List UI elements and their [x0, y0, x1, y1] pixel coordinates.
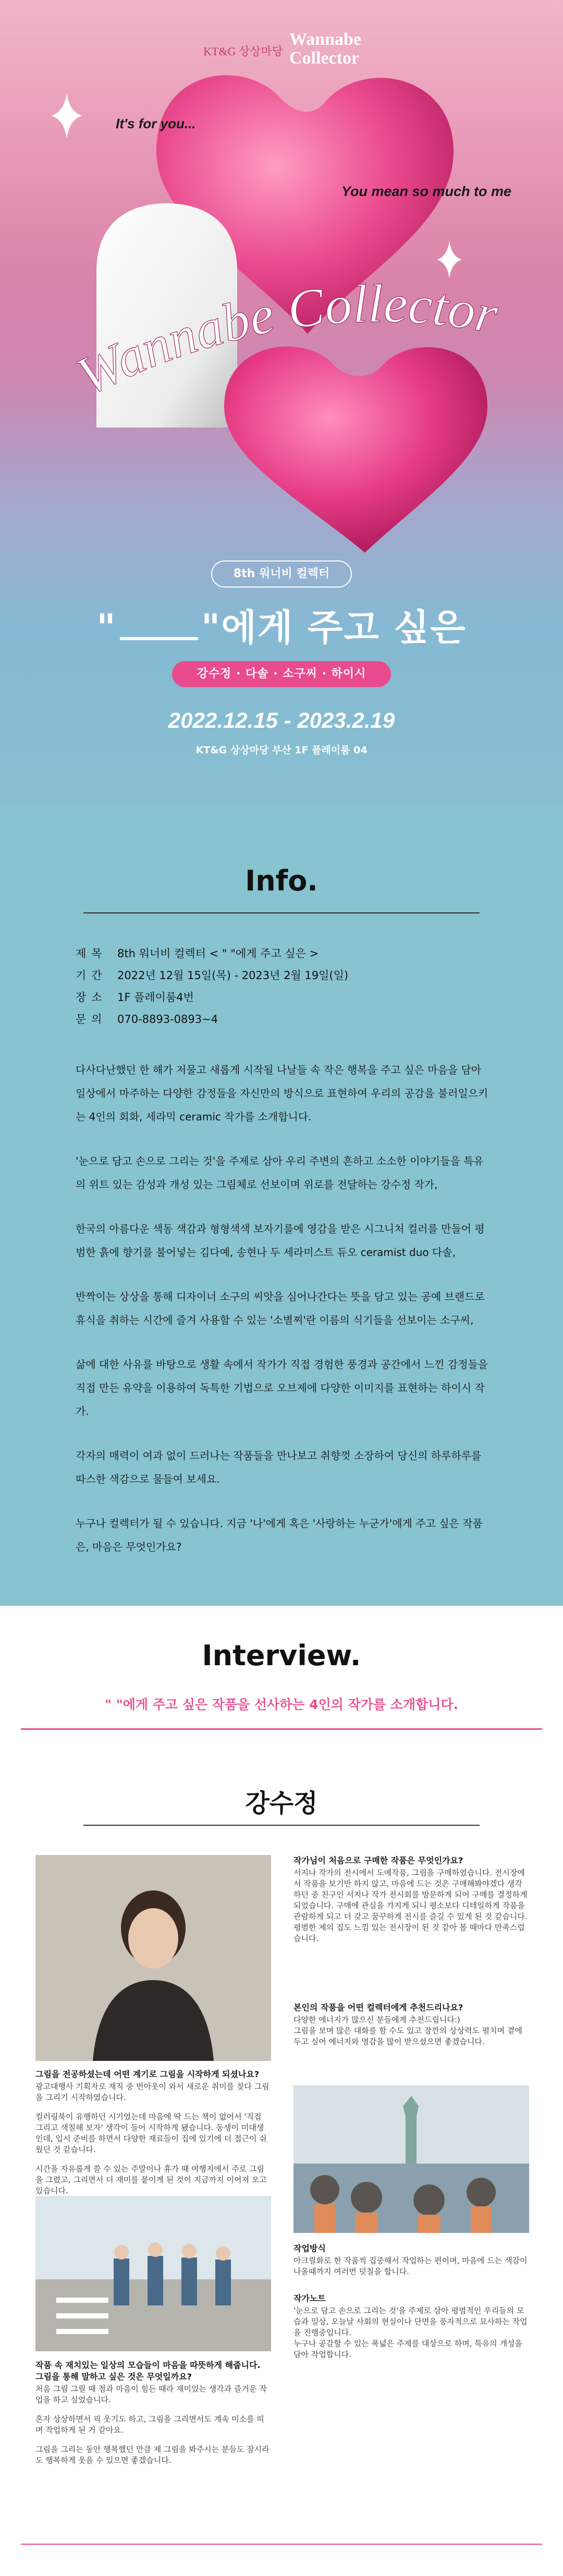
info-paragraph: '눈으로 담고 손으로 그리는 것'을 주제로 삼아 우리 주변의 흔하고 소소한 이야기들을 특유의 위트 있는 감성과 개성 있는 그림체로 선보이며 위로를 전달하는 강수정 작가,	[76, 1155, 484, 1191]
tagline-right: You mean so much to me	[341, 184, 512, 199]
info-paragraph: 한국의 아름다운 색동 색감과 형형색색 보자기를에 영감을 받은 시그니처 컬러를 만들어 평범한 흙에 향기를 불어넣는 김다예, 송현나 두 세라미스트 듀오 ceramist duo 다솔,	[76, 1223, 485, 1259]
artists-badge: 강수정 · 다솔 · 소구씨 · 하이시	[172, 661, 391, 687]
interview-divider	[21, 1728, 542, 1730]
meta-row: 장소 1F 플레이룸4번	[76, 991, 194, 1004]
artist-divider	[83, 1825, 480, 1826]
qa-block	[293, 2002, 529, 2047]
info-paragraph: 누구나 컬렉터가 될 수 있습니다. 지금 '나'에게 혹은 '사랑하는 누군가'에게 주고 싶은 작품은, 마음은 무엇인가요?	[76, 1517, 483, 1553]
qa-block	[35, 2069, 271, 2196]
info-section	[0, 803, 563, 1606]
exhibition-title: " "에게 주고 싶은	[96, 606, 467, 649]
info-paragraph: 다사다난했던 한 해가 저물고 새롭게 시작될 나날들 속 작은 행복을 주고 싶은 마음을 담아 일상에서 마주하는 다양한 감정들을 자신만의 방식으로 표현하여 우리의 공감을 불러일으키는 4인의 회화, 세라믹 ceramic 작가를 소개합니다.	[76, 1064, 488, 1123]
info-body	[76, 1058, 493, 1580]
artwork-statue-photo	[293, 2085, 529, 2233]
qa-answer: 다양한 에너지가 많으신 분들에게 추천드립니다:)	[293, 2015, 460, 2024]
qa-answer: 광고대행사 기획자로 재직 중 번아웃이 와서 새로운 취미를 찾다 그림을 그리기 시작하였습니다.	[35, 2082, 270, 2102]
walking-painting	[35, 2196, 271, 2351]
qa-answer: 혼자 상상하면서 픽 웃기도 하고, 그림을 그리면서도 계속 미소를 띠며 작업하게 된 거 같아요.	[35, 2414, 264, 2435]
qa-answer: 처음 그림 그릴 때 점과 마음이 힘든 때라 재미있는 생각과 즐거운 작업을 하고 싶었습니다.	[35, 2384, 267, 2404]
meta-row: 기간 2022년 12월 15일(목) - 2023년 2월 19일(일)	[76, 969, 349, 982]
qa-question: 작가노트	[293, 2293, 326, 2303]
qa-answer: 아크릴화로 한 작품씩 집중해서 작업하는 편이며, 마음에 드는 색감이 나올때까지 여러번 덧칠을 합니다.	[293, 2256, 528, 2276]
edition-badge: 8th 워너비 컬렉터	[211, 560, 352, 588]
qa-answer: 컬러링북이 유행하던 시기였는데 마음에 딱 드는 책이 없어서 '직접 그리고 색칠해 보자' 생각이 들어 시작하게 됐습니다. 동생이 미대생인데, 입시 준비를 하면서 다양한 재료들이 집에 있기에 더 접근이 쉬웠던 것 같습니다.	[35, 2112, 267, 2154]
tagline-left: It's for you...	[116, 116, 196, 131]
interview-heading: Interview.	[202, 1639, 361, 1672]
kt-g-logo: KT&G 상상마당	[203, 45, 283, 58]
qa-answer: '눈으로 담고 손으로 그리는 것'을 주제로 삼아 평범적인 우리들의 모습과 일상, 오늘날 사회의 현실이나 단면을 풍자적으로 묘사하는 작업을 진행중입니다.	[293, 2306, 528, 2337]
qa-answer: 서지나 작가의 전시에서 도예작품, 그림을 구매하였습니다. 전시장에서 작품을 보기만 하지 않고, 마음에 드는 것은 구매해봐야겠다 생각하던 중 친구인 서지나 작가 전시회를 방문하게 되어 구매를 결정하게 되었습니다. 구매에 관심을 가지게 되니 평소보다 디테일하게 작품을 관람하게 되고 더 갖고 꿈꾸하게 전시를 즐길 수 있게 된 것 같습니다. 평범한 제의 집도 느낌 있는 전시장이 된 것 같아 볼 때마다 만족스럽습니다.	[293, 1868, 528, 1943]
info-divider	[83, 912, 480, 913]
hero-banner	[0, 0, 563, 803]
qa-answer: 시간을 자유롭게 쓸 수 있는 주말이나 휴가 때 여행지에서 주로 그림을 그렸고, 그리면서 더 재미를 붙이게 된 것이 지금까지 이어져 오고 있습니다.	[35, 2164, 267, 2195]
meta-row: 제목 8th 워너비 컬렉터 < " "에게 주고 싶은 >	[76, 947, 319, 960]
exhibition-dates: 2022.12.15 - 2023.2.19	[168, 708, 395, 732]
portrait-illustration	[35, 1855, 271, 2061]
artwork-walking-photo	[35, 2196, 271, 2351]
wannabe-collector-logo: Wannabe Collector	[289, 30, 361, 68]
qa-question: 작품 속 재치있는 일상의 모습들이 마음을 따뜻하게 해줍니다. 그림을 통해 말하고 싶은 것은 무엇일까요?	[35, 2360, 261, 2382]
qa-question: 작가님이 처음으로 구매한 작품은 무엇인가요?	[293, 1855, 463, 1865]
bottom-divider	[21, 2544, 542, 2545]
script-title	[0, 0, 563, 573]
qa-block	[293, 2293, 529, 2360]
statue-painting	[293, 2085, 529, 2233]
info-paragraph: 각자의 매력이 여과 없이 드러나는 작품들을 만나보고 취향껏 소장하여 당신의 하루하루를 따스한 색감으로 물들여 보세요.	[76, 1449, 482, 1485]
interview-subtitle: " "에게 주고 싶은 작품을 선사하는 4인의 작가를 소개합니다.	[104, 1697, 459, 1712]
artist-portrait-photo	[35, 1855, 271, 2061]
artist-name: 강수정	[245, 1789, 318, 1818]
qa-question: 그림을 전공하셨는데 어떤 계기로 그림을 시작하게 되셨나요?	[35, 2069, 260, 2079]
interview-section	[0, 1606, 563, 2576]
svg-text:Wannabe Collector: Wannabe Collector	[67, 273, 503, 407]
info-meta	[76, 943, 348, 1030]
title-blank	[120, 612, 198, 640]
qa-block	[293, 1855, 529, 1944]
meta-row: 문의 070-8893-0893~4	[76, 1013, 218, 1025]
qa-block	[293, 2243, 529, 2277]
qa-question: 본인의 작품을 어떤 컬렉터에게 추천드리나요?	[293, 2003, 463, 2012]
qa-block	[35, 2360, 271, 2466]
qa-answer: 그림을 그리는 동안 행복했던 만큼 제 그림을 봐주시는 분들도 잠시라도 행복하게 웃을 수 있으면 좋겠습니다.	[35, 2445, 270, 2465]
qa-answer: 그림을 보며 많은 대화를 할 수도 있고 잠깐의 상상력도 펼치며 곁에 두고 싶어 에너지와 영감을 많이 받으셨으면 좋겠습니다.	[293, 2026, 522, 2046]
exhibition-logo	[203, 24, 381, 71]
info-paragraph: 삶에 대한 사유를 바탕으로 생활 속에서 작가가 직접 경험한 풍경과 공간에서 느낀 감정들을 직접 만든 유약을 이용하여 독특한 기법으로 오브제에 다양한 이미지를 표현하는 하이시 작가.	[76, 1358, 488, 1418]
qa-question: 작업방식	[293, 2243, 326, 2253]
qa-answer: 누구나 공감할 수 있는 폭넓은 주제를 대상으로 하며, 특유의 개성을 담아 작업합니다.	[293, 2339, 522, 2359]
info-paragraph: 반짝이는 상상을 통해 디자이너 소구의 씨앗을 심어나간다는 뜻을 담고 있는 공예 브랜드로 휴식을 취하는 시간에 즐겨 사용할 수 있는 '소별찌'란 이름의 식기들을 선보이는 소구씨,	[76, 1290, 485, 1326]
info-heading: Info.	[245, 864, 318, 897]
exhibition-venue: KT&G 상상마당 부산 1F 플레이룸 04	[195, 744, 368, 756]
